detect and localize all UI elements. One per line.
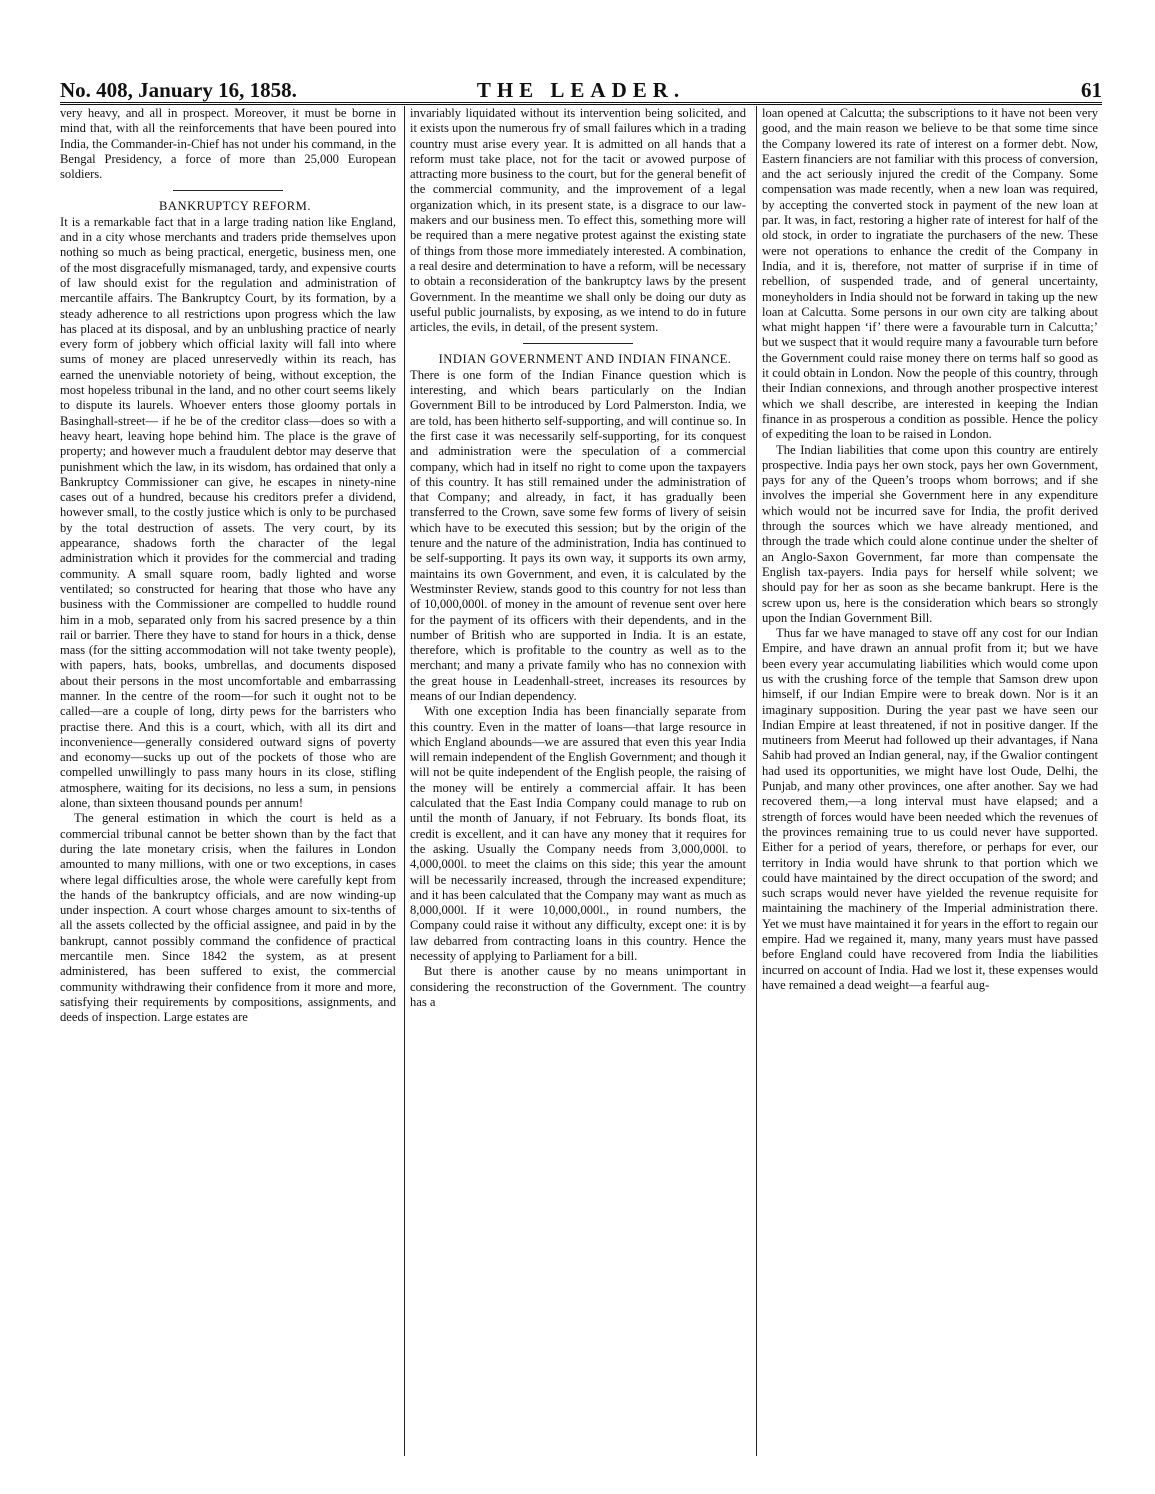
column-3-paragraph: loan opened at Calcutta; the subscriptions to it have not been very good, and the main reason we believe to be that some time since the Company lowered its rate of interest on a former debt. Now, Eastern financiers are not familiar with this process of conversion, and the act seriously injured the credit of the Company. Some compensation was made recently, when a new loan was required, by accepting the converted stock in payment of the new loan at par. It was, in fact, restoring a higher rate of interest for half of the old stock, in order to ingratiate the purchasers of the new. These were not operations to enhance the credit of the Company in India, and it is, therefore, not matter of surprise if in time of rebellion, of suspended trade, and of general uncertainty, moneyholders in India should not be forward in taking up the new loan at Calcutta. Some persons in our own city are talking about what might happen ‘if’ there were a favourable turn in Calcutta;’ but we suspect that it would require many a favourable turn before the Government could raise money there on terms half so good as it could obtain in London. Now the people of this country, through their Indian connexions, and through another prospective interest which we shall describe, are interested in keeping the Indian finance in as prosperous a condition as possible. Hence the policy of expediting the loan to be raised in London. (762, 106, 1098, 442)
section-divider (173, 190, 283, 191)
column-2-paragraph: invariably liquidated without its intervention being solicited, and it exists upon the numerous fry of small failures which in a trading country must arise every year. It is admitted on all hands that a reform must take place, not for the tacit or avowed purpose of attracting more business to the court, but for the general benefit of the commercial community, and the improvement of a legal organization which, in its present state, is a disgrace to our law-makers and our business men. To effect this, something more will be required than a mere negative protest against the existing state of things from those more immediately interested. A combination, a real desire and determination to have a reform, will be necessary to obtain a reconsideration of the bankruptcy laws by the present Government. In the meantime we shall only be doing our duty as useful public journalists, by exposing, as we intend to do in future articles, the evils, in detail, of the present system. (410, 106, 746, 335)
column-divider-2 (756, 106, 757, 1456)
article-heading-indian-finance: INDIAN GOVERNMENT AND INDIAN FINANCE. (438, 352, 732, 367)
issue-date: No. 408, January 16, 1858. (60, 78, 297, 102)
column-1-paragraph: The general estimation in which the court is held as a commercial tribunal cannot be better shown than by the fact that during the late monetary crisis, when the failures in London amounted to many millions, with one or two exceptions, in cases where legal difficulties arose, the whole were carefully kept from the hands of the bankruptcy officials, and are now winding-up under inspection. A court whose charges amount to six-tenths of all the assets collected by the official assignee, and paid in by the bankrupt, cannot possibly command the confidence of practical mercantile men. Since 1842 the system, as at present administered, has been suffered to exist, the commercial community withdrawing their confidence from it more and more, satisfying their requirements by compositions, assignments, and deeds of inspection. Large estates are (60, 811, 396, 1025)
column-1 (60, 106, 396, 1456)
newspaper-page (60, 78, 1102, 1458)
column-2-paragraph: There is one form of the Indian Finance question which is interesting, and which bears particularly on the Indian Government Bill to be introduced by Lord Palmerston. India, we are told, has been hitherto self-supporting, and will continue so. In the first case it was necessarily self-supporting, for its conquest and administration were the speculation of a commercial company, which had in itself no right to come upon the taxpayers of this country. It has still remained under the administration of that Company; and already, in fact, it has gradually been transferred to the Crown, save some few forms of livery of seisin which have to be executed this session; but by the origin of the tenure and the nature of the administration, India has continued to be self-supporting. It pays its own way, it supports its own army, maintains its own Government, and even, it is calculated by the Westminster Review, stands good to this country for not less than of 10,000,000l. of money in the amount of revenue sent over here for the payment of its officers with their dependents, and in the number of British who are supported in India. It is an estate, therefore, which is profitable to the country as well as to the merchant; and many a private family who has no connexion with the great house in Leadenhall-street, increases its resources by means of our Indian dependency. (410, 367, 746, 703)
section-divider (523, 343, 633, 344)
column-2 (410, 106, 746, 1456)
masthead (60, 78, 1102, 104)
column-3-paragraph: Thus far we have managed to stave off any cost for our Indian Empire, and have drawn an annual profit from it; but we have been every year accumulating liabilities which would come upon us with the crushing force of the temple that Samson drew upon himself, if our Indian Empire were to break down. Nor is it an imaginary supposition. During the year past we have seen our Indian Empire at least threatened, if not in positive danger. If the mutineers from Meerut had followed up their advantages, if Nana Sahib had proved an Indian general, nay, if the Gwalior contingent had used its opportunities, we might have lost Oude, Delhi, the Punjab, and many other provinces, one after another. Say we had recovered them,—a long interval must have elapsed; and a strength of forces would have been needed which the revenues of the provinces remaining true to us could never have supported. Either for a period of years, therefore, or perhaps for ever, our territory in India would have shrunk to that portion which we could have maintained by the direct occupation of the sword; and such scraps would never have yielded the revenue requisite for maintaining the machinery of the Imperial administration there. Yet we must have maintained it for years in the effort to regain our empire. Had we regained it, many, many years must have passed before England could have recovered from India the liabilities incurred on account of India. Had we lost it, these expenses would have remained a dead weight—a fearful aug- (762, 626, 1098, 992)
article-heading-bankruptcy-reform: BANKRUPTCY REFORM. (159, 199, 311, 214)
column-1-paragraph: It is a remarkable fact that in a large trading nation like England, and in a city whose merchants and traders pride themselves upon nothing so much as being practical, energetic, business men, one of the most disgracefully mismanaged, tardy, and expensive courts of law should exist for the regulation and administration of mercantile affairs. The Bankruptcy Court, by its formation, by a steady adherence to all restrictions upon progress which the law has placed at its disposal, and by an unblushing practice of nearly every form of jobbery which official laxity will fall into where sums of money are placed unreservedly within its reach, has earned the unenviable notoriety of being, without exception, the most hopeless tribunal in the land, and no other court seems likely to dispute its laurels. Whoever enters those gloomy portals in Basinghall-street— if he be of the creditor class—does so with a heavy heart, leaving hope behind him. The place is the grave of property; and however much a fraudulent debtor may deserve that punishment which the law, in its wisdom, has ordained that only a Bankruptcy Commissioner can give, he escapes in ninety-nine cases out of a hundred, because his creditors prefer a dividend, however small, to the costly justice which is only to be purchased by the total destruction of assets. The very court, by its appearance, shadows forth the character of the legal administration which it provides for the commercial and trading community. A small square room, badly lighted and worse ventilated; so constructed for hearing that those who have any business with the Commissioner are compelled to huddle round him in a mob, separated only from his sacred presence by a thin rail or barrier. There they have to stand for hours in a thick, dense mass (for the sitting accommodation will not take twenty people), with papers, hats, books, umbrellas, and documents disposed about their persons in the most uncomfortable and embarrassing manner. In the centre of the room—for such it ought not to be called—are a couple of long, dirty pews for the barristers who practise there. And this is a court, which, with all its dirt and inconvenience—generally considered outward signs of poverty and economy—sucks up out of the pockets of those who are compelled unwillingly to pass many hours in its close, stifling atmosphere, waiting for its decisions, no less a sum, in pensions alone, than sixteen thousand pounds per annum! (60, 214, 396, 811)
column-2-paragraph: With one exception India has been financially separate from this country. Even in the matter of loans—that large resource in which England abounds—we are assured that even this year India will remain independent of the English Government; and though it will not be quite independent of the English people, the raising of the money will be entirely a commercial affair. It has been calculated that the East India Company could manage to rub on until the month of January, if not February. Its bonds float, its credit is excellent, and it can have any money that it requires for the asking. Usually the Company needs from 3,000,000l. to 4,000,000l. to meet the claims on this side; this year the amount will be necessarily increased, through the increased expenditure; and it has been calculated that the Company may want as much as 8,000,000l. If it were 10,000,000l., in round numbers, the Company could raise it without any difficulty, except one: it is by law debarred from contracting loans in this country. Hence the necessity of applying to Parliament for a bill. (410, 704, 746, 964)
page-number: 61 (1081, 78, 1102, 102)
column-3 (762, 106, 1098, 1456)
column-2-paragraph: But there is another cause by no means unimportant in considering the reconstruction of the Government. The country has a (410, 964, 746, 1009)
newspaper-title: THE LEADER. (476, 78, 686, 102)
column-divider-1 (404, 106, 405, 1456)
column-3-paragraph: The Indian liabilities that come upon this country are entirely prospective. India pays her own stock, pays her own Government, pays for any of the Queen’s troops whom borrows; and if she involves the imperial she Government here in any expenditure which would not be incurred save for India, the profit derived through the sources which we have already mentioned, and through the trade which could alone continue under the shelter of an Anglo-Saxon Government, far more than compensate the English tax-payers. India pays for herself while solvent; we should pay for her as soon as she became bankrupt. Here is the screw upon us, here is the consideration which bears so strongly upon the Indian Government Bill. (762, 442, 1098, 625)
masthead-rule (60, 102, 1102, 105)
column-1-paragraph: very heavy, and all in prospect. Moreover, it must be borne in mind that, with all the reinforcements that have been poured into India, the Commander-in-Chief has not under his command, in the Bengal Presidency, a force of more than 25,000 European soldiers. (60, 106, 396, 182)
